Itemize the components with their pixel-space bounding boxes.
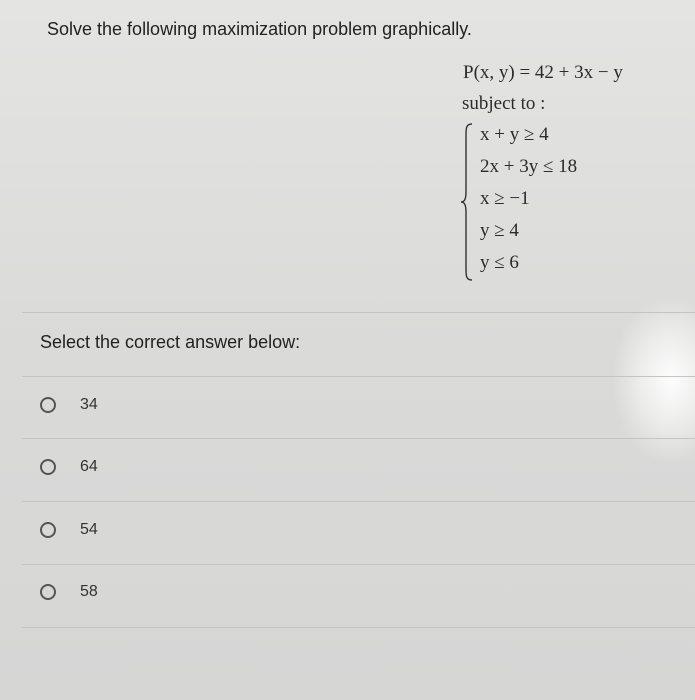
- section-divider: [22, 312, 695, 313]
- answer-option-label: 64: [80, 458, 98, 475]
- option-divider: [22, 627, 695, 628]
- radio-button[interactable]: [40, 522, 56, 538]
- answer-option-1[interactable]: [38, 392, 238, 422]
- option-divider: [22, 501, 695, 502]
- subject-to-label: subject to :: [462, 93, 546, 114]
- answer-option-3[interactable]: [38, 517, 238, 547]
- answer-option-label: 54: [80, 521, 98, 538]
- constraint-5: y ≤ 6: [480, 252, 519, 273]
- answer-option-4[interactable]: [38, 579, 238, 609]
- question-title: Solve the following maximization problem graphically.: [47, 19, 472, 39]
- constraint-4: y ≥ 4: [480, 220, 519, 241]
- constraint-2: 2x + 3y ≤ 18: [480, 156, 578, 177]
- answer-option-2[interactable]: [38, 454, 238, 484]
- option-divider: [22, 376, 695, 377]
- radio-button[interactable]: [40, 584, 56, 600]
- answer-prompt: Select the correct answer below:: [40, 332, 301, 352]
- option-divider: [22, 438, 695, 439]
- radio-button[interactable]: [40, 459, 56, 475]
- constraint-3: x ≥ −1: [480, 188, 530, 209]
- light-glare: [615, 300, 695, 460]
- answer-option-label: 34: [80, 396, 98, 413]
- option-divider: [22, 564, 695, 565]
- constraint-brace: [460, 122, 474, 282]
- constraint-1: x + y ≥ 4: [480, 124, 549, 145]
- objective-function: P(x, y) = 42 + 3x − y: [463, 62, 623, 83]
- answer-option-label: 58: [80, 583, 98, 600]
- radio-button[interactable]: [40, 397, 56, 413]
